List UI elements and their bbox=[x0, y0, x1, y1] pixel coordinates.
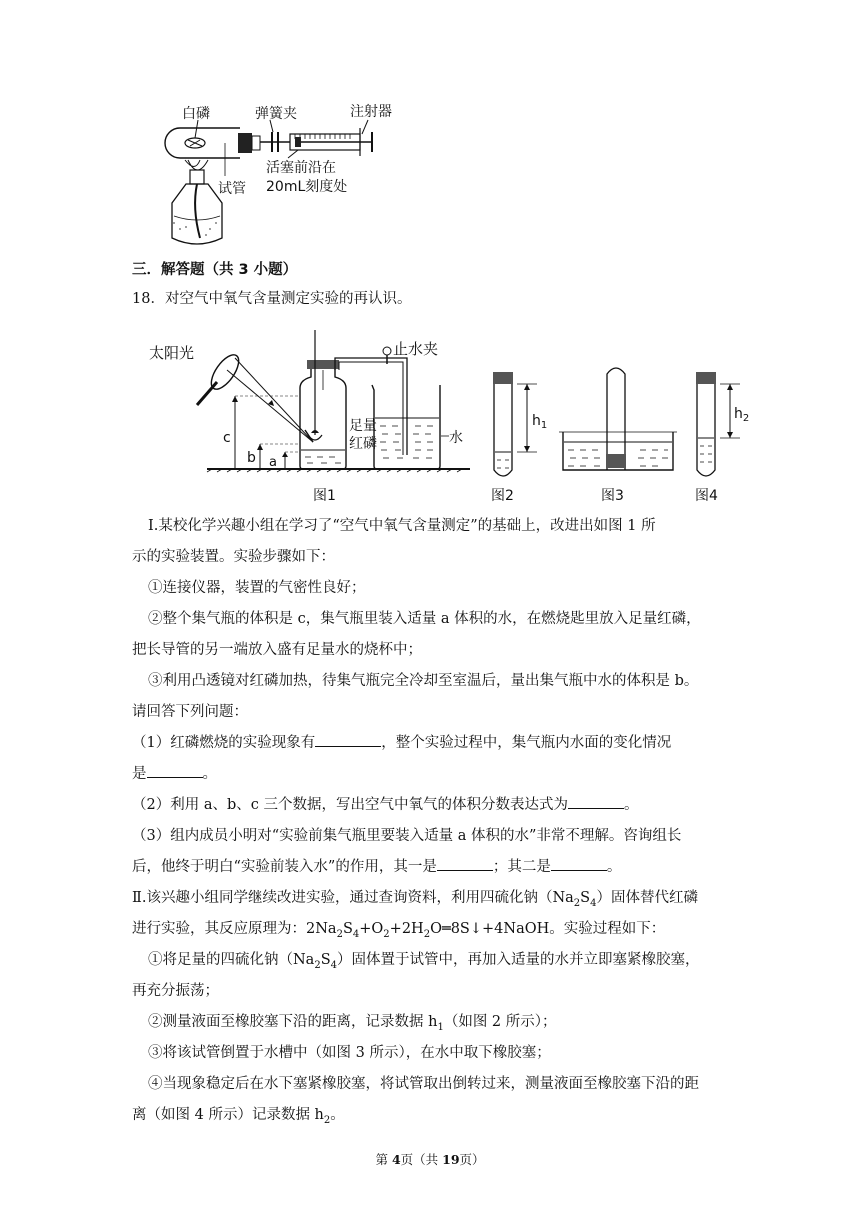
label-piston-line2: 20mL刻度处 bbox=[266, 179, 348, 195]
figure-oxygen-experiment bbox=[145, 330, 755, 510]
procedure-1-line2: 再充分振荡； bbox=[132, 983, 219, 999]
label-water: 水 bbox=[449, 430, 463, 446]
label-spring-clip: 弹簧夹 bbox=[255, 106, 297, 122]
label-b: b bbox=[247, 450, 256, 466]
answer-blank[interactable] bbox=[315, 732, 381, 747]
procedure-2: ②测量液面至橡胶塞下沿的距离，记录数据 $h_1$（如图 2 所示）； bbox=[148, 1014, 557, 1033]
label-a: a bbox=[269, 455, 277, 470]
question-18-stem: 18．对空气中氧气含量测定实验的再认识。 bbox=[132, 291, 412, 307]
procedure-3: ③将该试管倒置于水槽中（如图 3 所示），在水中取下橡胶塞； bbox=[148, 1045, 551, 1061]
label-piston-line1: 活塞前沿在 bbox=[266, 160, 336, 176]
label-syringe: 注射器 bbox=[350, 104, 392, 120]
caption-fig1: 图1 bbox=[313, 488, 336, 504]
section-title: 三．解答题（共 3 小题） bbox=[132, 262, 298, 278]
instruction: 请回答下列问题： bbox=[132, 704, 248, 720]
answer-blank[interactable] bbox=[437, 856, 493, 871]
label-red-phosphorus-1: 足量 bbox=[349, 418, 377, 434]
label-red-phosphorus-2: 红磷 bbox=[349, 436, 377, 452]
figure-phosphorus-apparatus bbox=[140, 98, 410, 253]
answer-blank[interactable] bbox=[147, 763, 203, 778]
caption-fig3: 图3 bbox=[601, 488, 624, 504]
part2-intro-line2: 进行实验，其反应原理为：$2Na_2S_4+O_2+2H_2O═8S↓+4NaOH$。实验过程如下： bbox=[132, 921, 666, 940]
procedure-4-line2: 离（如图 4 所示）记录数据 $h_2$。 bbox=[132, 1107, 345, 1126]
sub-question-3-line2: 后，他终于明白“实验前装入水”的作用，其一是 ；其二是 。 bbox=[132, 856, 621, 878]
procedure-1-line1: ①将足量的四硫化钠$(Na_2S_4)$固体置于试管中，再加入适量的水并立即塞紧橡胶塞， bbox=[148, 952, 700, 971]
part2-intro-line1: Ⅱ.该兴趣小组同学继续改进实验，通过查询资料，利用四硫化钠$(Na_2S_4)$固体替代红磷 bbox=[132, 890, 698, 909]
sub-question-1-line1: （1）红磷燃烧的实验现象有 ，整个实验过程中，集气瓶内水面的变化情况 bbox=[132, 732, 671, 754]
part1-intro-line1: Ⅰ.某校化学兴趣小组在学习了“空气中氧气含量测定”的基础上，改进出如图 1 所 bbox=[148, 518, 656, 534]
step-2-line1: ②整个集气瓶的体积是 c，集气瓶里装入适量 a 体积的水，在燃烧匙里放入足量红磷， bbox=[148, 611, 701, 627]
label-sunlight: 太阳光 bbox=[149, 344, 195, 362]
label-c: c bbox=[223, 430, 231, 446]
label-test-tube: 试管 bbox=[218, 181, 246, 197]
answer-blank[interactable] bbox=[551, 856, 607, 871]
sub-question-2: （2）利用 a、b、c 三个数据，写出空气中氧气的体积分数表达式为 。 bbox=[132, 794, 639, 816]
step-2-line2: 把长导管的另一端放入盛有足量水的烧杯中； bbox=[132, 642, 422, 658]
sub-question-3-line1: （3）组内成员小明对“实验前集气瓶里要装入适量 a 体积的水”非常不理解。咨询组长 bbox=[132, 828, 682, 844]
label-clamp: 止水夹 bbox=[393, 340, 439, 358]
answer-blank[interactable] bbox=[568, 794, 624, 809]
label-h2: $h_2$ bbox=[734, 406, 750, 424]
procedure-4-line1: ④当现象稳定后在水下塞紧橡胶塞，将试管取出倒转过来，测量液面至橡胶塞下沿的距 bbox=[148, 1076, 699, 1092]
step-1: ①连接仪器，装置的气密性良好； bbox=[148, 580, 366, 596]
part1-intro-line2: 示的实验装置。实验步骤如下： bbox=[132, 549, 335, 565]
page-total: 19 bbox=[442, 1152, 460, 1167]
label-h1: $h_1$ bbox=[532, 413, 548, 431]
sub-question-1-line2: 是 。 bbox=[132, 763, 217, 785]
step-3: ③利用凸透镜对红磷加热，待集气瓶完全冷却至室温后，量出集气瓶中水的体积是 b。 bbox=[148, 673, 699, 689]
page-footer: 第 4页（共 19页） bbox=[375, 1152, 485, 1167]
label-white-phosphorus: 白磷 bbox=[182, 106, 210, 122]
caption-fig4: 图4 bbox=[695, 488, 718, 504]
caption-fig2: 图2 bbox=[491, 488, 514, 504]
page-number: 4 bbox=[391, 1152, 401, 1167]
